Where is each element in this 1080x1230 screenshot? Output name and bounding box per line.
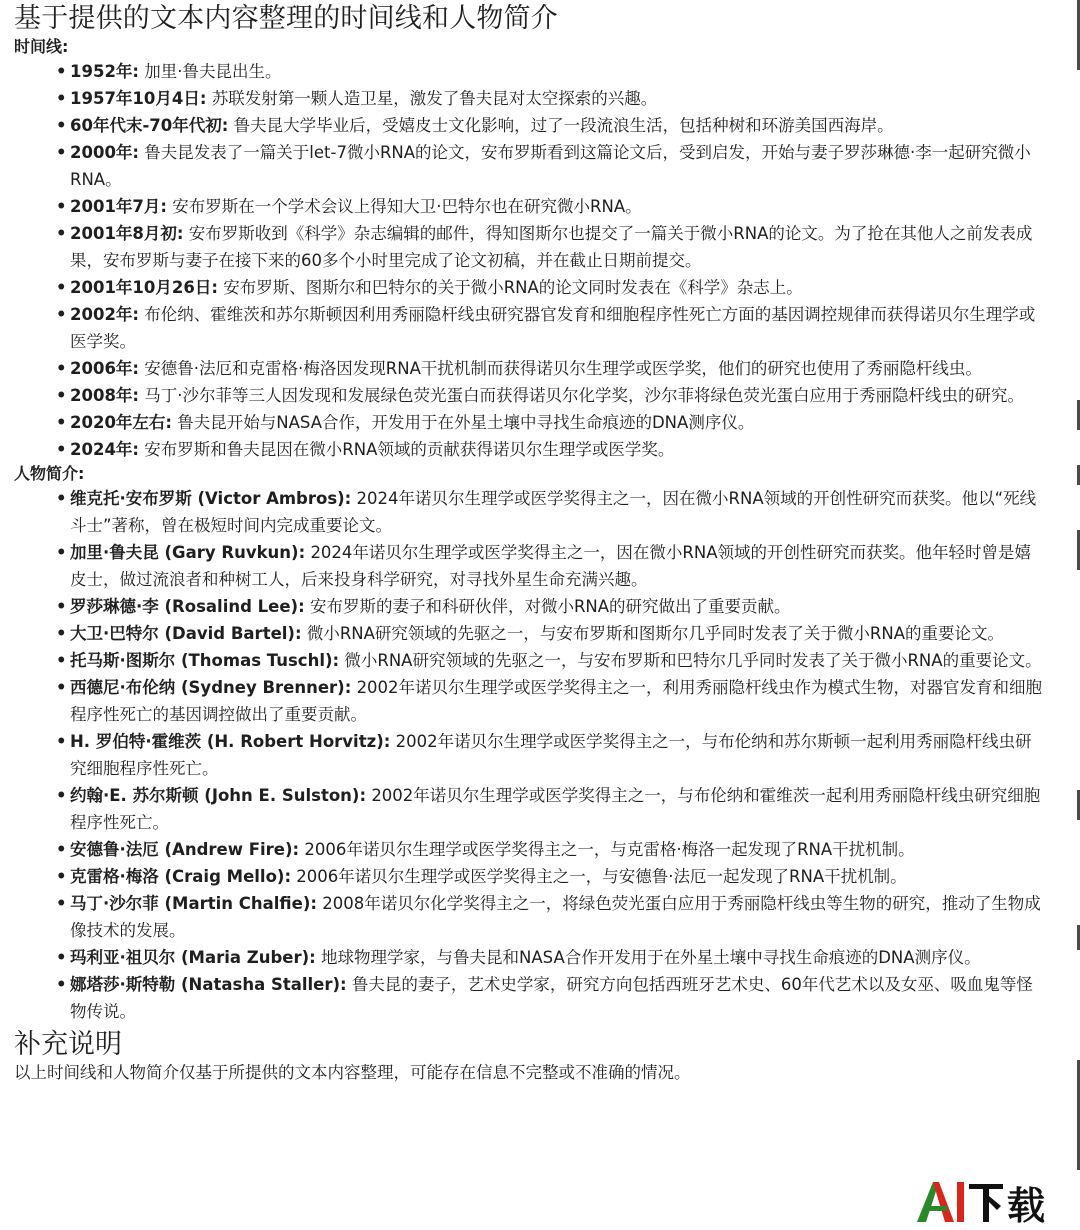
timeline-item-text: 马丁·沙尔菲等三人因发现和发展绿色荧光蛋白而获得诺贝尔化学奖，沙尔菲将绿色荧光蛋白应用于秀丽隐杆线虫的研究。 bbox=[144, 386, 1025, 405]
people-item-key: 罗莎琳德·李 (Rosalind Lee): bbox=[70, 597, 305, 616]
bullet-icon: • bbox=[56, 305, 67, 324]
people-item-key: 娜塔莎·斯特勒 (Natasha Staller): bbox=[70, 975, 347, 994]
bullet-icon: • bbox=[56, 948, 67, 967]
people-item bbox=[56, 944, 1064, 971]
bullet-icon: • bbox=[56, 543, 67, 562]
timeline-item-key: 2020年左右: bbox=[70, 413, 173, 432]
timeline-item-key: 2008年: bbox=[70, 386, 140, 405]
bullet-icon: • bbox=[56, 975, 67, 994]
timeline-item bbox=[56, 220, 1064, 274]
bullet-icon: • bbox=[56, 89, 67, 108]
timeline-item-text: 安布罗斯和鲁夫昆因在微小RNA领域的贡献获得诺贝尔生理学或医学奖。 bbox=[144, 440, 675, 459]
bullet-icon: • bbox=[56, 732, 67, 751]
people-item bbox=[56, 674, 1064, 728]
timeline-item bbox=[56, 382, 1064, 409]
people-item-text: 2006年诺贝尔生理学或医学奖得主之一，与安德鲁·法厄一起发现了RNA干扰机制。 bbox=[296, 867, 907, 886]
timeline-item-key: 2000年: bbox=[70, 143, 140, 162]
people-item bbox=[56, 485, 1064, 539]
people-item-text: 2008年诺贝尔化学奖得主之一，将绿色荧光蛋白应用于秀丽隐杆线虫等生物的研究，推动了生物成像技术的发展。 bbox=[70, 894, 1041, 940]
timeline-item bbox=[56, 58, 1064, 85]
watermark-logo bbox=[917, 1180, 1046, 1228]
people-item-key: 马丁·沙尔菲 (Martin Chalfie): bbox=[70, 894, 317, 913]
people-item bbox=[56, 971, 1064, 1025]
people-item-text: 地球物理学家，与鲁夫昆和NASA合作开发用于在外星土壤中寻找生命痕迹的DNA测序仪。 bbox=[321, 948, 981, 967]
people-item-key: H. 罗伯特·霍维茨 (H. Robert Horvitz): bbox=[70, 732, 391, 751]
people-item bbox=[56, 863, 1064, 890]
bullet-icon: • bbox=[56, 197, 67, 216]
people-item bbox=[56, 890, 1064, 944]
bullet-icon: • bbox=[56, 894, 67, 913]
people-item-key: 约翰·E. 苏尔斯顿 (John E. Sulston): bbox=[70, 786, 367, 805]
people-item-key: 加里·鲁夫昆 (Gary Ruvkun): bbox=[70, 543, 306, 562]
people-item-key: 托马斯·图斯尔 (Thomas Tuschl): bbox=[70, 651, 340, 670]
timeline-item bbox=[56, 301, 1064, 355]
supplement-text: 以上时间线和人物简介仅基于所提供的文本内容整理，可能存在信息不完整或不准确的情况。 bbox=[14, 1063, 691, 1082]
bullet-icon: • bbox=[56, 62, 67, 81]
timeline-item bbox=[56, 193, 1064, 220]
bullet-icon: • bbox=[56, 867, 67, 886]
timeline-item-key: 2024年: bbox=[70, 440, 140, 459]
people-item bbox=[56, 728, 1064, 782]
bullet-icon: • bbox=[56, 840, 67, 859]
bullet-icon: • bbox=[56, 224, 67, 243]
timeline-item-text: 加里·鲁夫昆出生。 bbox=[144, 62, 282, 81]
bullet-icon: • bbox=[56, 143, 67, 162]
timeline-item bbox=[56, 274, 1064, 301]
people-item bbox=[56, 593, 1064, 620]
timeline-item bbox=[56, 436, 1064, 463]
bullet-icon: • bbox=[56, 678, 67, 697]
people-item bbox=[56, 782, 1064, 836]
timeline-item-text: 布伦纳、霍维茨和苏尔斯顿因利用秀丽隐杆线虫研究器官发育和细胞程序性死亡方面的基因调控规律而获得诺贝尔生理学或医学奖。 bbox=[70, 305, 1036, 351]
bullet-icon: • bbox=[56, 278, 67, 297]
document-page bbox=[14, 2, 1064, 1085]
bullet-icon: • bbox=[56, 116, 67, 135]
people-item-text: 安布罗斯的妻子和科研伙伴，对微小RNA的研究做出了重要贡献。 bbox=[309, 597, 791, 616]
timeline-item-key: 60年代末-70年代初: bbox=[70, 116, 229, 135]
people-item bbox=[56, 836, 1064, 863]
bullet-icon: • bbox=[56, 413, 67, 432]
bullet-icon: • bbox=[56, 786, 67, 805]
timeline-item-key: 1952年: bbox=[70, 62, 140, 81]
timeline-item-text: 安布罗斯在一个学术会议上得知大卫·巴特尔也在研究微小RNA。 bbox=[172, 197, 642, 216]
people-item-text: 鲁夫昆的妻子，艺术史学家，研究方向包括西班牙艺术史、60年代艺术以及女巫、吸血鬼等怪物传说。 bbox=[70, 975, 1033, 1021]
people-item-text: 2006年诺贝尔生理学或医学奖得主之一，与克雷格·梅洛一起发现了RNA干扰机制。 bbox=[304, 840, 915, 859]
timeline-item bbox=[56, 355, 1064, 382]
people-item-key: 维克托·安布罗斯 (Victor Ambros): bbox=[70, 489, 352, 508]
timeline-list bbox=[14, 58, 1064, 463]
timeline-item-key: 2001年8月初: bbox=[70, 224, 184, 243]
watermark-text-tail: 载 bbox=[1006, 1183, 1046, 1228]
timeline-item-key: 2006年: bbox=[70, 359, 140, 378]
people-item-key: 大卫·巴特尔 (David Bartel): bbox=[70, 624, 302, 643]
people-item bbox=[56, 539, 1064, 593]
people-list bbox=[14, 485, 1064, 1025]
people-item-key: 克雷格·梅洛 (Craig Mello): bbox=[70, 867, 292, 886]
timeline-item-text: 安布罗斯、图斯尔和巴特尔的关于微小RNA的论文同时发表在《科学》杂志上。 bbox=[223, 278, 803, 297]
timeline-item-text: 苏联发射第一颗人造卫星，激发了鲁夫昆对太空探索的兴趣。 bbox=[211, 89, 658, 108]
people-item-key: 西德尼·布伦纳 (Sydney Brenner): bbox=[70, 678, 352, 697]
people-item-key: 玛利亚·祖贝尔 (Maria Zuber): bbox=[70, 948, 316, 967]
bullet-icon: • bbox=[56, 651, 67, 670]
timeline-item bbox=[56, 139, 1064, 193]
people-item-text: 2002年诺贝尔生理学或医学奖得主之一，利用秀丽隐杆线虫作为模式生物，对器官发育和细胞程序性死亡的基因调控做出了重要贡献。 bbox=[70, 678, 1043, 724]
people-item-text: 2024年诺贝尔生理学或医学奖得主之一，因在微小RNA领域的开创性研究而获奖。他以“死线斗士”著称，曾在极短时间内完成重要论文。 bbox=[70, 489, 1037, 535]
bullet-icon: • bbox=[56, 440, 67, 459]
bullet-icon: • bbox=[56, 386, 67, 405]
supplement-title: 补充说明 bbox=[14, 1029, 122, 1060]
timeline-item bbox=[56, 112, 1064, 139]
bullet-icon: • bbox=[56, 597, 67, 616]
timeline-label: 时间线: bbox=[14, 37, 69, 56]
timeline-item-key: 2001年10月26日: bbox=[70, 278, 218, 297]
timeline-item-text: 鲁夫昆大学毕业后，受嬉皮士文化影响，过了一段流浪生活，包括种树和环游美国西海岸。 bbox=[233, 116, 894, 135]
people-item-text: 微小RNA研究领域的先驱之一，与安布罗斯和图斯尔几乎同时发表了关于微小RNA的重要论文。 bbox=[306, 624, 1005, 643]
people-item-key: 安德鲁·法厄 (Andrew Fire): bbox=[70, 840, 300, 859]
bullet-icon: • bbox=[56, 489, 67, 508]
timeline-item-text: 鲁夫昆发表了一篇关于let-7微小RNA的论文，安布罗斯看到这篇论文后，受到启发，开始与妻子罗莎琳德·李一起研究微小RNA。 bbox=[70, 143, 1031, 189]
people-item-text: 2002年诺贝尔生理学或医学奖得主之一，与布伦纳和霍维茨一起利用秀丽隐杆线虫研究细胞程序性死亡。 bbox=[70, 786, 1041, 832]
timeline-item bbox=[56, 85, 1064, 112]
people-item-text: 2002年诺贝尔生理学或医学奖得主之一，与布伦纳和苏尔斯顿一起利用秀丽隐杆线虫研究细胞程序性死亡。 bbox=[70, 732, 1032, 778]
timeline-item-key: 2002年: bbox=[70, 305, 140, 324]
timeline-item-text: 鲁夫昆开始与NASA合作，开发用于在外星土壤中寻找生命痕迹的DNA测序仪。 bbox=[177, 413, 755, 432]
timeline-item-text: 安德鲁·法厄和克雷格·梅洛因发现RNA干扰机制而获得诺贝尔生理学或医学奖，他们的研究也使用了秀丽隐杆线虫。 bbox=[144, 359, 982, 378]
people-item-text: 微小RNA研究领域的先驱之一，与安布罗斯和巴特尔几乎同时发表了关于微小RNA的重要论文。 bbox=[344, 651, 1042, 670]
page-title: 基于提供的文本内容整理的时间线和人物简介 bbox=[14, 3, 558, 34]
timeline-item bbox=[56, 409, 1064, 436]
bullet-icon: • bbox=[56, 359, 67, 378]
people-item bbox=[56, 620, 1064, 647]
ai-logo-icon bbox=[917, 1180, 1005, 1224]
timeline-item-key: 1957年10月4日: bbox=[70, 89, 207, 108]
timeline-item-key: 2001年7月: bbox=[70, 197, 168, 216]
people-item-text: 2024年诺贝尔生理学或医学奖得主之一，因在微小RNA领域的开创性研究而获奖。他年轻时曾是嬉皮士，做过流浪者和种树工人，后来投身科学研究，对寻找外星生命充满兴趣。 bbox=[70, 543, 1032, 589]
bullet-icon: • bbox=[56, 624, 67, 643]
timeline-item-text: 安布罗斯收到《科学》杂志编辑的邮件，得知图斯尔也提交了一篇关于微小RNA的论文。为了抢在其他人之前发表成果，安布罗斯与妻子在接下来的60多个小时里完成了论文初稿，并在截止日期前提交。 bbox=[70, 224, 1033, 270]
people-item bbox=[56, 647, 1064, 674]
people-label: 人物简介: bbox=[14, 464, 85, 483]
